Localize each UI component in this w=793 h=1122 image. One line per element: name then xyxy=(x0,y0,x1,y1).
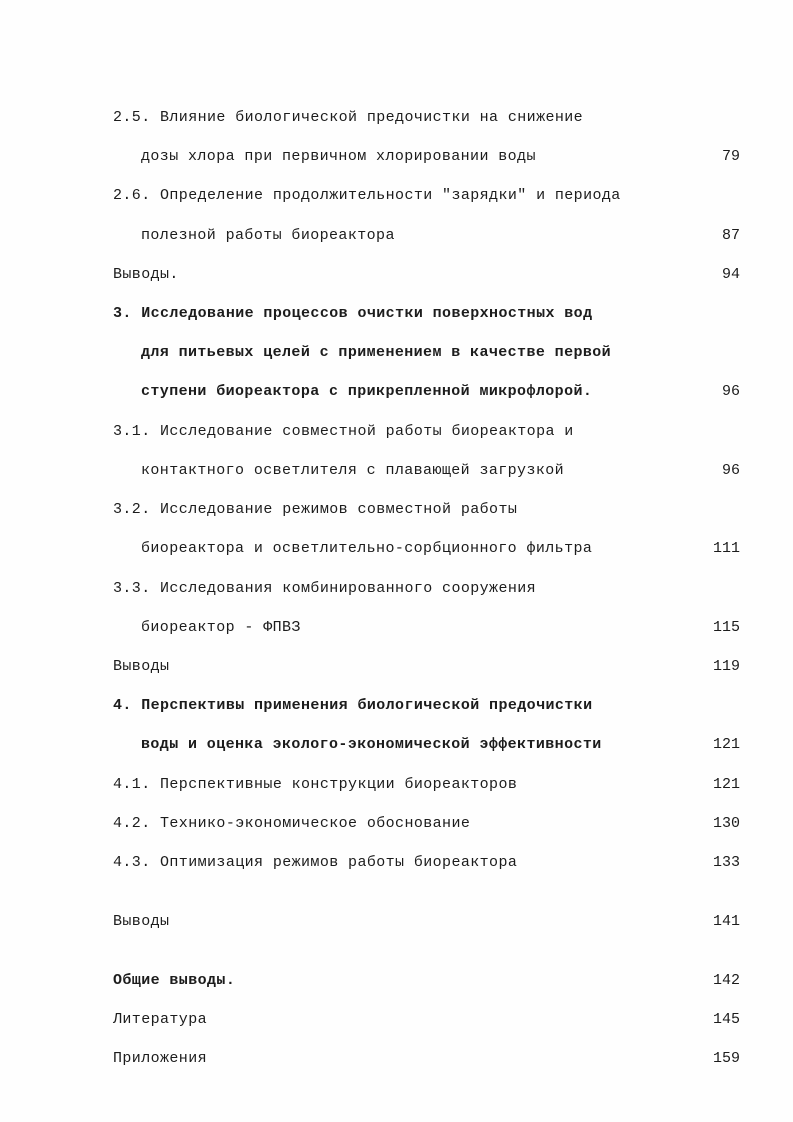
toc-entry-conclusions-ch2: Выводы. xyxy=(113,266,179,283)
toc-page-number: 96 xyxy=(721,383,740,400)
toc-entry-3-3-line1: 3.3. Исследования комбинированного сооружения xyxy=(113,580,537,597)
toc-entry-2-5-line1: 2.5. Влияние биологической предочистки на снижение xyxy=(113,109,584,126)
toc-entry-4-1: 4.1. Перспективные конструкции биореакторов xyxy=(113,776,518,793)
toc-entry-2-5-line2: дозы хлора при первичном хлорировании воды xyxy=(141,148,536,165)
toc-page-number: 87 xyxy=(721,227,740,244)
toc-page-number: 141 xyxy=(712,913,740,930)
toc-entry-general-conclusions: Общие выводы. xyxy=(113,972,236,989)
toc-entry-2-6-line2: полезной работы биореактора xyxy=(141,227,395,244)
toc-entry-3-2-line2: биореактора и осветлительно-сорбционного фильтра xyxy=(141,540,593,557)
toc-entry-3-2-line1: 3.2. Исследование режимов совместной работы xyxy=(113,501,518,518)
toc-page-number: 159 xyxy=(712,1050,740,1067)
toc-entry-3-3-line2: биореактор - ФПВЗ xyxy=(141,619,301,636)
toc-chapter-4-line2: воды и оценка эколого-экономической эффективности xyxy=(141,736,602,753)
toc-page-number: 79 xyxy=(721,148,740,165)
toc-page-number: 121 xyxy=(712,736,740,753)
toc-page-number: 145 xyxy=(712,1011,740,1028)
toc-entry-2-6-line1: 2.6. Определение продолжительности "зарядки" и периода xyxy=(113,187,621,204)
toc-entry-4-2: 4.2. Технико-экономическое обоснование xyxy=(113,815,471,832)
toc-entry-references: Литература xyxy=(113,1011,208,1028)
toc-page-number: 115 xyxy=(712,619,740,636)
toc-entry-appendices: Приложения xyxy=(113,1050,208,1067)
toc-entry-3-1-line1: 3.1. Исследование совместной работы биореактора и xyxy=(113,423,574,440)
toc-page-number: 121 xyxy=(712,776,740,793)
toc-page-number: 94 xyxy=(721,266,740,283)
toc-page-number: 133 xyxy=(712,854,740,871)
toc-chapter-4-line1: 4. Перспективы применения биологической предочистки xyxy=(113,697,593,714)
toc-page-number: 111 xyxy=(712,540,740,557)
toc-chapter-3-line1: 3. Исследование процессов очистки поверхностных вод xyxy=(113,305,593,322)
toc-entry-conclusions-ch3: Выводы xyxy=(113,658,170,675)
toc-page-number: 96 xyxy=(721,462,740,479)
toc-entry-4-3: 4.3. Оптимизация режимов работы биореактора xyxy=(113,854,518,871)
toc-page-number: 142 xyxy=(712,972,740,989)
toc-entry-conclusions-ch4: Выводы xyxy=(113,913,170,930)
toc-page-number: 130 xyxy=(712,815,740,832)
toc-entry-3-1-line2: контактного осветлителя с плавающей загрузкой xyxy=(141,462,565,479)
toc-chapter-3-line3: ступени биореактора с прикрепленной микрофлорой. xyxy=(141,383,593,400)
toc-chapter-3-line2: для питьевых целей с применением в качестве первой xyxy=(141,344,612,361)
toc-page-number: 119 xyxy=(712,658,740,675)
